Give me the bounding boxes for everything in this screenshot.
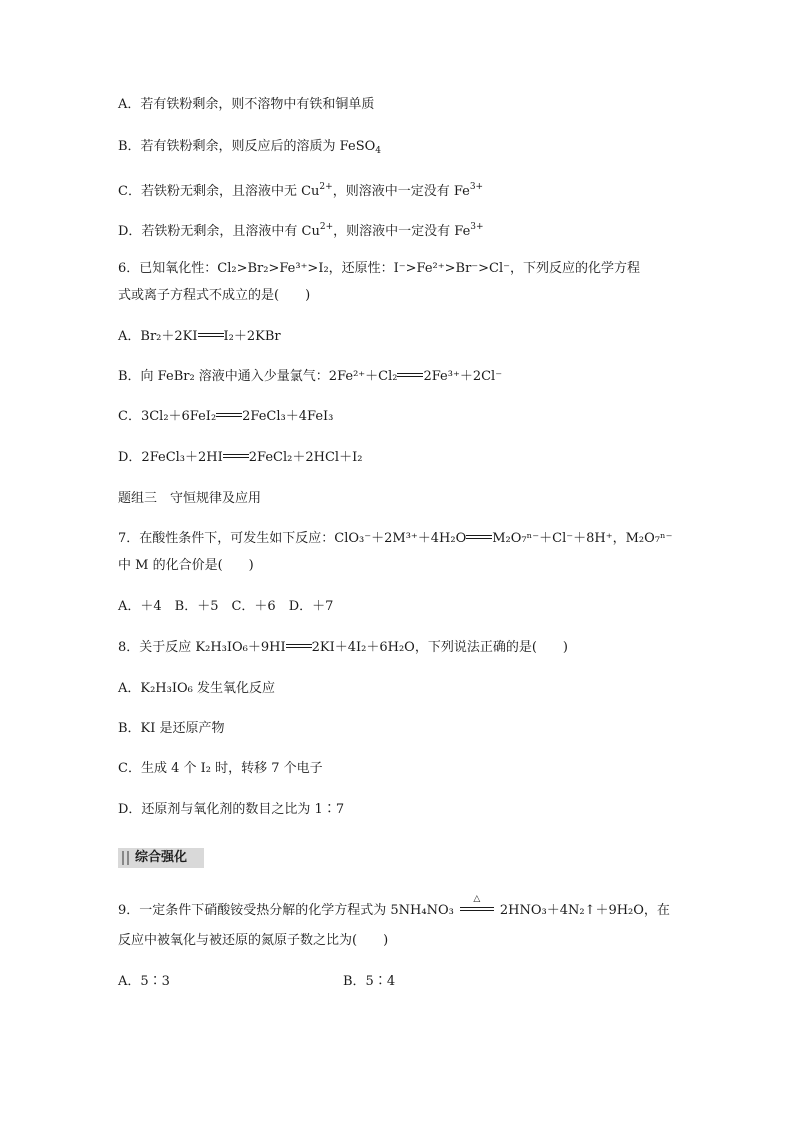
- q6-d-left: D．2FeCl₃＋2HI: [118, 450, 223, 465]
- q5-option-b: [118, 138, 381, 160]
- q5-option-c: [118, 178, 483, 201]
- q5-c-sup2: 3+: [469, 182, 484, 192]
- q8-right: 2KI＋4I₂＋6H₂O，下列说法正确的是( ): [311, 640, 568, 655]
- q9-left: 9．一定条件下硝酸铵受热分解的化学方程式为 5NH₄NO₃: [118, 903, 454, 918]
- q8-option-b: B．KI 是还原产物: [118, 721, 225, 736]
- q6-stem-line2: 式或离子方程式不成立的是( ): [118, 288, 311, 303]
- q5-c-text: C．若铁粉无剩余，且溶液中无 Cu: [118, 184, 320, 199]
- q9-stem-line2: 反应中被氧化与被还原的氮原子数之比为( ): [118, 933, 389, 948]
- section-bar-icon: [122, 851, 124, 865]
- q5-option-a: A．若有铁粉剩余，则不溶物中有铁和铜单质: [118, 97, 375, 112]
- q9-stem-line1: [118, 894, 670, 920]
- q6-a-left: A．Br₂＋2KI: [118, 329, 198, 344]
- equation-equals-sign: [286, 644, 312, 648]
- q6-b-left: B．向 FeBr₂ 溶液中通入少量氯气：2Fe²⁺＋Cl₂: [118, 369, 398, 384]
- q7-left: 7．在酸性条件下，可发生如下反应：ClO₃⁻＋2M³⁺＋4H₂O: [118, 531, 467, 546]
- heat-icon: △: [473, 894, 481, 904]
- equation-equals-sign: [198, 333, 224, 337]
- group-heading: 题组三 守恒规律及应用: [118, 491, 262, 506]
- q6-c-right: 2FeCl₃＋4FeI₃: [242, 409, 334, 424]
- q5-d-mid: ，则溶液中一定没有 Fe: [333, 224, 471, 239]
- q8-stem: [118, 639, 568, 657]
- q8-left: 8．关于反应 K₂H₃IO₆＋9HI: [118, 640, 286, 655]
- q6-b-right: 2Fe³⁺＋2Cl⁻: [423, 369, 503, 384]
- q6-option-d: [118, 449, 362, 467]
- q5-d-sup2: 3+: [470, 222, 484, 232]
- q5-option-d: [118, 218, 484, 241]
- q6-option-b: [118, 368, 502, 386]
- q5-d-sup: 2+: [319, 222, 334, 232]
- equation-equals-sign: [466, 535, 492, 539]
- q5-c-mid: ，则溶液中一定没有 Fe: [332, 184, 470, 199]
- q6-c-left: C．3Cl₂＋6FeI₂: [118, 409, 217, 424]
- q7-stem-line1: [118, 530, 672, 548]
- q9-option-b: B．5∶4: [343, 974, 396, 989]
- equation-equals-sign: [216, 413, 242, 417]
- q6-option-c: [118, 408, 333, 426]
- q8-option-d: D．还原剂与氧化剂的数目之比为 1∶7: [118, 802, 345, 817]
- section-title: 综合强化: [135, 850, 188, 865]
- equation-equals-sign: [397, 373, 423, 377]
- q5-b-sub: 4: [375, 146, 381, 156]
- equation-equals-sign: [223, 454, 249, 458]
- q7-options: A．＋4 B．＋5 C．＋6 D．＋7: [118, 599, 334, 614]
- q5-c-sup: 2+: [319, 182, 333, 192]
- q9-option-a: A．5∶3: [118, 974, 170, 989]
- q7-right: M₂O₇ⁿ⁻＋Cl⁻＋8H⁺，M₂O₇ⁿ⁻: [492, 531, 673, 546]
- q6-option-a: [118, 328, 281, 346]
- q6-stem-line1: 6．已知氧化性：Cl₂>Br₂>Fe³⁺>I₂，还原性：I⁻>Fe²⁺>Br⁻>Cl⁻，下列反应的化学方程: [118, 261, 641, 276]
- q6-d-right: 2FeCl₂＋2HCl＋I₂: [248, 450, 363, 465]
- section-bar-icon: [127, 851, 129, 865]
- q5-b-text: B．若有铁粉剩余，则反应后的溶质为 FeSO: [118, 139, 376, 154]
- q8-option-a: A．K₂H₃IO₆ 发生氧化反应: [118, 681, 275, 696]
- q8-option-c: C．生成 4 个 I₂ 时，转移 7 个电子: [118, 761, 323, 776]
- q6-a-right: I₂＋2KBr: [223, 329, 281, 344]
- q5-d-text: D．若铁粉无剩余，且溶液中有 Cu: [118, 224, 320, 239]
- section-header: [118, 848, 204, 868]
- heat-condition: [454, 894, 500, 920]
- q9-right: 2HNO₃＋4N₂↑＋9H₂O，在: [499, 903, 670, 918]
- q7-stem-line2: 中 M 的化合价是( ): [118, 558, 254, 573]
